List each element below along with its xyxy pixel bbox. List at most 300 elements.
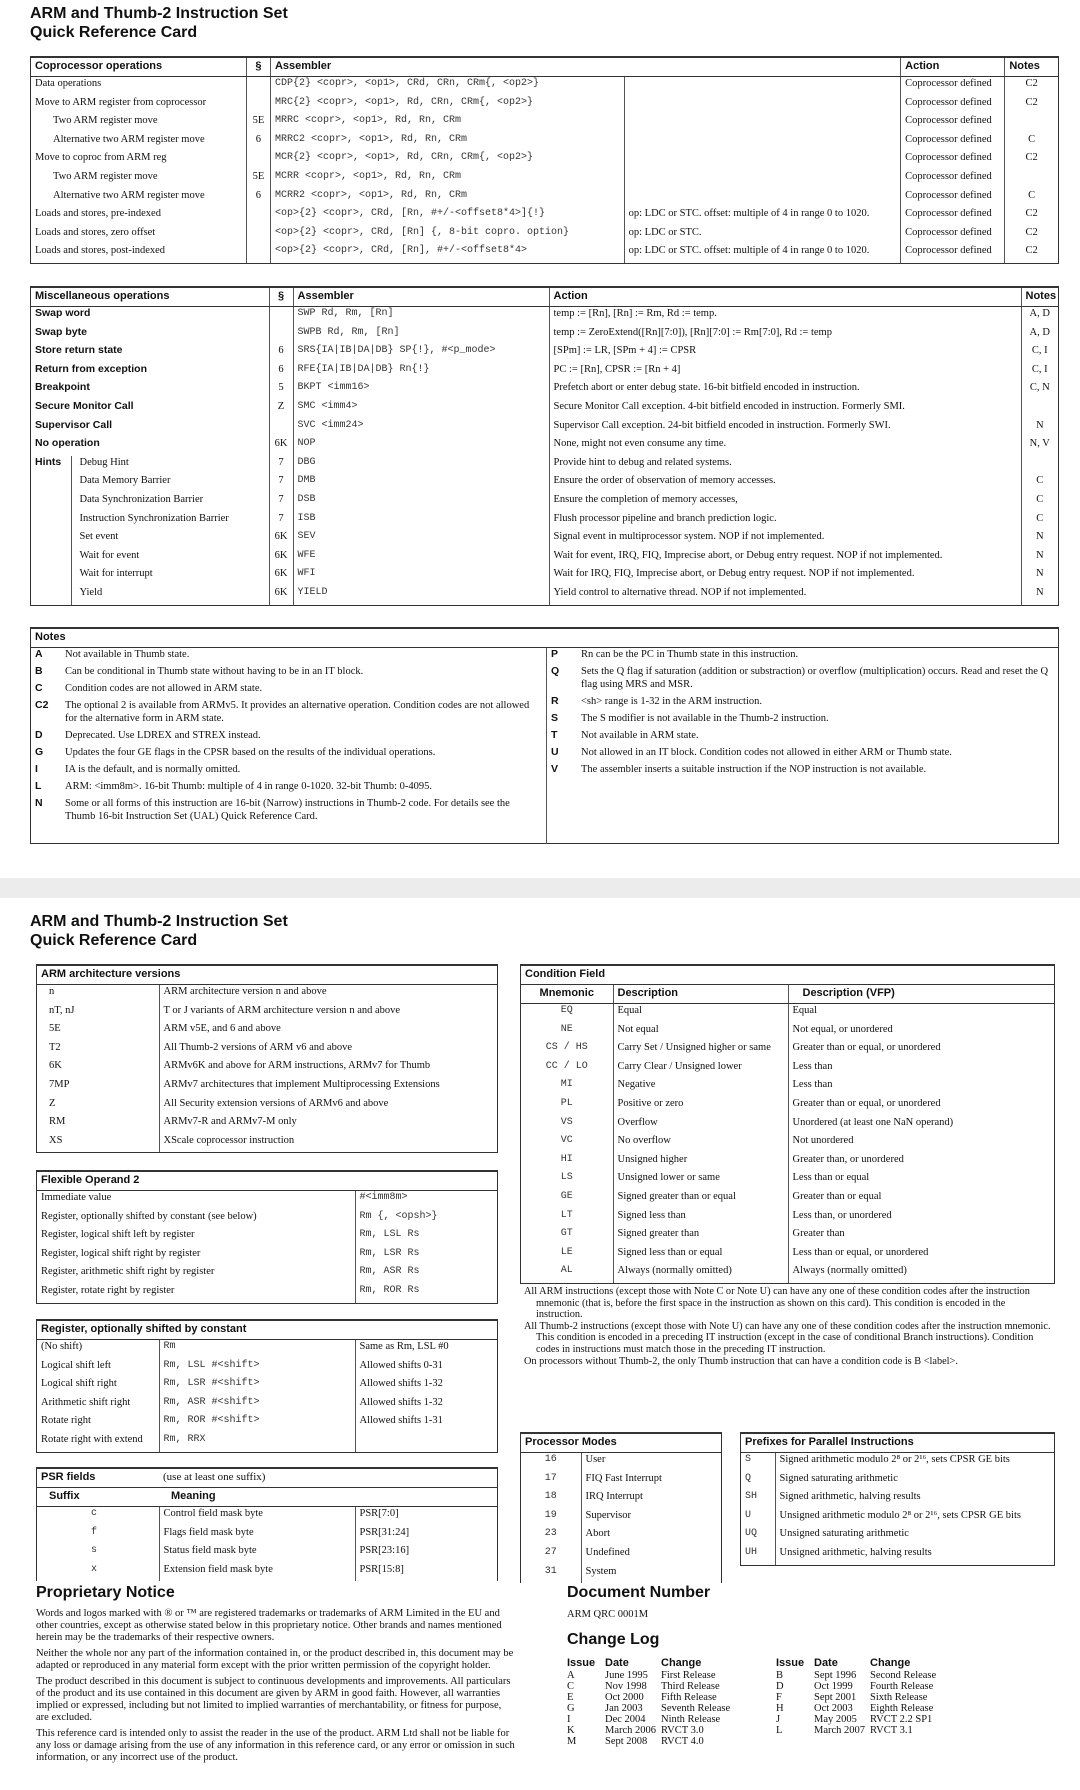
hint-name: Wait for event — [79, 549, 140, 561]
notes-ref: C2 — [1005, 151, 1058, 170]
table-row — [31, 682, 546, 699]
arch-key: Z — [49, 1097, 56, 1109]
notes-ref: C, I — [1021, 344, 1058, 363]
prefix-description: Signed arithmetic modulo 2⁸ or 2¹⁶, sets CPSR GE bits — [775, 1453, 1054, 1472]
note-key: L — [35, 780, 42, 792]
table-row — [521, 1041, 1054, 1060]
psr-meaning: Status field mask byte — [159, 1544, 355, 1563]
table-row — [37, 1134, 497, 1153]
changelog-cell: First Release — [661, 1670, 716, 1681]
changelog-cell: Eighth Release — [870, 1703, 934, 1714]
assembler-syntax: BKPT <imm16> — [293, 381, 549, 400]
mode-name: Undefined — [581, 1546, 721, 1565]
changelog-cell: A — [567, 1670, 575, 1681]
hint-name: Yield — [79, 586, 103, 598]
notes-section — [30, 627, 1059, 844]
table-row — [37, 1396, 497, 1415]
action-text: Coprocessor defined — [901, 151, 1005, 170]
notes-ref: N — [1021, 530, 1058, 549]
arch-description: ARM v5E, and 6 and above — [159, 1022, 497, 1041]
table-row — [521, 1190, 1054, 1209]
operation-name: Supervisor Call — [35, 418, 113, 431]
col-header: Mnemonic — [521, 985, 613, 1004]
psr-field: PSR[31:24] — [355, 1526, 497, 1545]
section-ref: 7 — [269, 493, 293, 512]
change-log-table — [565, 1657, 1055, 1747]
table-row — [547, 712, 1058, 729]
table-row — [521, 1078, 1054, 1097]
note-key: I — [35, 763, 38, 775]
changelog-cell: Ninth Release — [661, 1714, 721, 1725]
section-ref: 6K — [269, 586, 293, 605]
col-header: § — [269, 288, 293, 307]
arch-description: ARMv7 architectures that implement Multiprocessing Extensions — [159, 1078, 497, 1097]
table-row — [31, 363, 1058, 382]
table-row — [31, 729, 546, 746]
changelog-cell: March 2007 — [814, 1725, 866, 1736]
changelog-cell: Oct 1999 — [814, 1681, 853, 1692]
operation-name: Loads and stores, zero offset — [35, 226, 156, 238]
changelog-cell: Third Release — [661, 1681, 720, 1692]
arch-description: ARM architecture version n and above — [159, 985, 497, 1004]
table-row — [565, 1714, 1055, 1725]
mode-name: System — [581, 1565, 721, 1584]
col-header: Assembler — [293, 288, 549, 307]
assembler-detail: op: LDC or STC. offset: multiple of 4 in range 0 to 1020. — [624, 207, 901, 226]
psr-meaning: Flags field mask byte — [159, 1526, 355, 1545]
psr-suffix: s — [91, 1545, 98, 1557]
note-text: Not available in Thumb state. — [65, 649, 190, 660]
col-header: Action — [549, 288, 1021, 307]
note-key: P — [551, 648, 559, 660]
assembler-syntax: MRRC2 <copr>, <op1>, Rd, Rn, CRm — [270, 133, 624, 152]
note-text: ARM: <imm8m>. 16-bit Thumb: multiple of 4 in range 0-1020. 32-bit Thumb: 0-4095. — [65, 781, 432, 792]
arch-key: T2 — [49, 1041, 61, 1053]
table-row — [37, 1210, 497, 1229]
notes-ref: C, N — [1021, 381, 1058, 400]
operand-description: Register, logical shift left by register — [41, 1229, 195, 1241]
table-row — [37, 1115, 497, 1134]
table-row — [31, 226, 1058, 245]
table-row — [31, 207, 1058, 226]
operand-description: Register, logical shift right by register — [41, 1247, 201, 1259]
arch-description: All Thumb-2 versions of ARM v6 and above — [159, 1041, 497, 1060]
action-text: Wait for event, IRQ, FIQ, Imprecise abort, or Debug entry request. NOP if not implemented. — [549, 549, 1021, 568]
changelog-cell — [868, 1736, 1055, 1747]
notes-right-column — [547, 648, 1058, 844]
table-row — [31, 419, 1058, 438]
condition-vfp-description: Always (normally omitted) — [788, 1264, 1054, 1283]
changelog-cell: Fourth Release — [870, 1681, 934, 1692]
table-row — [31, 114, 1058, 133]
notes-ref: C — [1021, 474, 1058, 493]
condition-description: Unsigned higher — [613, 1153, 788, 1172]
cond-header: Condition Field — [521, 966, 1054, 985]
table-row — [37, 1433, 497, 1452]
condition-vfp-description: Not unordered — [788, 1134, 1054, 1153]
shift-syntax: Rm, ASR #<shift> — [159, 1396, 355, 1415]
condition-mnemonic: VC — [560, 1135, 573, 1147]
table-row — [31, 437, 1058, 456]
condition-mnemonic: AL — [560, 1265, 573, 1277]
notes-ref: N, V — [1021, 437, 1058, 456]
action-text: Coprocessor defined — [901, 133, 1005, 152]
assembler-syntax: <op>{2} <copr>, CRd, [Rn], #+/-<offset8*4> — [270, 244, 624, 263]
operand-syntax: Rm, ASR Rs — [355, 1265, 497, 1284]
condition-description: Carry Clear / Unsigned lower — [613, 1060, 788, 1079]
notes-ref: N — [1021, 567, 1058, 586]
shift-range — [355, 1433, 497, 1452]
note-text: The S modifier is not available in the Thumb-2 instruction. — [581, 713, 829, 724]
note-text: IA is the default, and is normally omitted. — [65, 764, 241, 775]
action-text: None, might not even consume any time. — [549, 437, 1021, 456]
note-key: C — [35, 682, 43, 694]
notes-ref — [1005, 170, 1058, 189]
action-text: Coprocessor defined — [901, 226, 1005, 245]
psr-fields-table — [36, 1467, 498, 1581]
table-row — [521, 1546, 721, 1565]
arch-key: 5E — [49, 1023, 61, 1035]
condition-vfp-description: Greater than, or unordered — [788, 1153, 1054, 1172]
changelog-cell: J — [776, 1714, 781, 1725]
shift-name: Arithmetic shift right — [41, 1396, 131, 1408]
action-text: temp := ZeroExtend([Rn][7:0]), [Rn][7:0] := Rm[7:0], Rd := temp — [549, 326, 1021, 345]
arch-key: n — [49, 986, 55, 997]
action-text: Supervisor Call exception. 24-bit bitfield encoded in instruction. Formerly SWI. — [549, 419, 1021, 438]
modes-header: Processor Modes — [521, 1434, 721, 1453]
shift-range: Allowed shifts 1-31 — [355, 1414, 497, 1433]
table-row — [31, 456, 1058, 475]
document-number-title: Document Number — [567, 1584, 711, 1601]
notice-paragraph: The product described in this document is subject to continuous developments and improvements. All particulars of the product and its use contained in this document are given by ARM in good faith. However, all warranties implied or expressed, including but not limited to implied warranties of merchantability, or fitness for purpose, are excluded. — [36, 1676, 511, 1723]
change-log-title: Change Log — [567, 1631, 660, 1648]
assembler-detail — [624, 151, 901, 170]
condition-description: Positive or zero — [613, 1097, 788, 1116]
hint-name: Set event — [79, 531, 119, 543]
psr-field: PSR[7:0] — [355, 1507, 497, 1526]
assembler-syntax: MRC{2} <copr>, <op1>, Rd, CRn, CRm{, <op2>} — [270, 96, 624, 115]
section-ref: Z — [269, 400, 293, 419]
condition-description: Carry Set / Unsigned higher or same — [613, 1041, 788, 1060]
condition-description: Not equal — [613, 1023, 788, 1042]
table-row — [31, 567, 1058, 586]
changelog-cell: RVCT 2.2 SP1 — [870, 1714, 933, 1725]
section-ref — [246, 96, 270, 115]
table-row — [547, 695, 1058, 712]
changelog-cell: C — [567, 1681, 575, 1692]
action-text: [SPm] := LR, [SPm + 4] := CPSR — [549, 344, 1021, 363]
operation-name: Secure Monitor Call — [35, 399, 134, 412]
table-row — [547, 746, 1058, 763]
mode-name: Abort — [581, 1527, 721, 1546]
table-row — [521, 1023, 1054, 1042]
note-text: <sh> range is 1-32 in the ARM instruction. — [581, 696, 762, 707]
notes-ref: N — [1021, 419, 1058, 438]
section-ref — [269, 419, 293, 438]
changelog-cell: Second Release — [870, 1670, 937, 1681]
mode-number: 31 — [544, 1565, 557, 1577]
col-header: Coprocessor operations — [31, 58, 246, 77]
condition-mnemonic: GE — [560, 1190, 573, 1202]
condition-description: Signed less than — [613, 1209, 788, 1228]
table-row — [31, 307, 1058, 326]
table-row — [31, 151, 1058, 170]
assembler-syntax: <op>{2} <copr>, CRd, [Rn, #+/-<offset8*4>]{!} — [270, 207, 624, 226]
action-text: Coprocessor defined — [901, 96, 1005, 115]
page-subtitle: Quick Reference Card — [30, 24, 198, 41]
table-row — [37, 1247, 497, 1266]
operation-name: Move to coproc from ARM reg — [35, 152, 167, 164]
page-title: ARM and Thumb-2 Instruction Set — [30, 5, 288, 22]
operation-name: Breakpoint — [35, 381, 90, 394]
table-row — [741, 1472, 1054, 1491]
psr-suffix: x — [91, 1563, 98, 1575]
section-ref — [269, 307, 293, 326]
note-key: G — [35, 746, 44, 758]
table-row — [521, 1134, 1054, 1153]
condition-mnemonic: CS / HS — [545, 1042, 588, 1054]
changelog-cell: Sept 2001 — [814, 1692, 857, 1703]
section-ref: 5E — [246, 170, 270, 189]
table-row — [741, 1509, 1054, 1528]
table-row — [565, 1681, 1055, 1692]
table-row — [31, 797, 546, 827]
table-row — [31, 189, 1058, 208]
note-key: U — [551, 746, 559, 758]
notes-ref — [1021, 400, 1058, 419]
notes-ref: C2 — [1005, 77, 1058, 96]
shift-range: Same as Rm, LSL #0 — [355, 1340, 497, 1359]
arch-description: ARMv6K and above for ARM instructions, ARMv7 for Thumb — [159, 1059, 497, 1078]
regshift-header: Register, optionally shifted by constant — [37, 1321, 497, 1340]
operation-name: Alternative two ARM register move — [53, 189, 205, 201]
action-text: Signal event in multiprocessor system. NOP if not implemented. — [549, 530, 1021, 549]
col-header: Issue — [567, 1657, 596, 1669]
note-key: Q — [551, 665, 560, 677]
section-ref: 5E — [246, 114, 270, 133]
action-text: Prefetch abort or enter debug state. 16-bit bitfield encoded in instruction. — [549, 381, 1021, 400]
changelog-cell: Fifth Release — [661, 1692, 717, 1703]
action-text: Ensure the order of observation of memory accesses. — [549, 474, 1021, 493]
condition-mnemonic: HI — [560, 1153, 573, 1165]
table-row — [565, 1736, 1055, 1747]
mode-number: 23 — [544, 1528, 557, 1540]
table-row — [31, 344, 1058, 363]
table-row — [31, 549, 1058, 568]
table-row — [521, 1004, 1054, 1023]
table-row — [547, 665, 1058, 695]
section-ref — [246, 207, 270, 226]
condition-note: All Thumb-2 instructions (except those with Note U) can have any one of these condition codes after the instruction mnemonic. This condition is encoded in a preceding IT instruction (except in the case of conditional Branch instructions). Condition codes in instructions must match those in the preceding IT instruction. — [524, 1320, 1051, 1355]
table-row — [521, 1527, 721, 1546]
hint-name: Data Memory Barrier — [79, 475, 171, 487]
action-text: Coprocessor defined — [901, 170, 1005, 189]
table-row — [521, 1472, 721, 1491]
assembler-detail: op: LDC or STC. offset: multiple of 4 in range 0 to 1020. — [624, 244, 901, 263]
note-text: Condition codes are not allowed in ARM state. — [65, 683, 263, 694]
assembler-syntax: MRRC <copr>, <op1>, Rd, Rn, CRm — [270, 114, 624, 133]
table-row — [31, 699, 546, 729]
table-row — [31, 746, 546, 763]
prefix-code: S — [745, 1454, 752, 1465]
condition-description: Signed less than or equal — [613, 1246, 788, 1265]
changelog-cell — [812, 1736, 868, 1747]
prefix-code: Q — [745, 1472, 752, 1484]
condition-mnemonic: NE — [560, 1023, 573, 1035]
mode-name: IRQ Interrupt — [581, 1490, 721, 1509]
col-header: Meaning — [159, 1488, 497, 1507]
changelog-cell: Nov 1998 — [605, 1681, 647, 1692]
note-key: S — [551, 712, 559, 724]
table-row — [37, 1265, 497, 1284]
operation-name: Loads and stores, post-indexed — [35, 245, 166, 257]
col-header: § — [246, 58, 270, 77]
condition-mnemonic: EQ — [560, 1005, 573, 1016]
arch-description: All Security extension versions of ARMv6 and above — [159, 1097, 497, 1116]
arch-key: 6K — [49, 1060, 62, 1072]
mode-name: Supervisor — [581, 1509, 721, 1528]
assembler-syntax: DSB — [293, 493, 549, 512]
table-row — [31, 326, 1058, 345]
table-row — [31, 400, 1058, 419]
col-header: Change — [870, 1657, 911, 1669]
table-row — [37, 1526, 497, 1545]
mode-name: User — [581, 1453, 721, 1472]
table-row — [37, 1228, 497, 1247]
col-header: Assembler — [270, 58, 624, 77]
psr-suffix: c — [91, 1508, 98, 1519]
condition-field-table — [520, 964, 1055, 1284]
assembler-syntax: MCRR <copr>, <op1>, Rd, Rn, CRm — [270, 170, 624, 189]
operand-syntax: Rm, LSR Rs — [355, 1247, 497, 1266]
table-row — [547, 648, 1058, 665]
col-header: Action — [901, 58, 1005, 77]
operand-syntax: #<imm8m> — [355, 1191, 497, 1210]
operand-syntax: Rm, ROR Rs — [355, 1284, 497, 1303]
condition-mnemonic: MI — [560, 1079, 573, 1091]
condition-vfp-description: Greater than or equal, or unordered — [788, 1097, 1054, 1116]
table-row — [521, 1209, 1054, 1228]
page-title: ARM and Thumb-2 Instruction Set — [30, 913, 288, 930]
prefix-code: U — [745, 1509, 752, 1521]
operand-syntax: Rm, LSL Rs — [355, 1228, 497, 1247]
document-number-value: ARM QRC 0001M — [567, 1609, 649, 1620]
table-row — [31, 170, 1058, 189]
col-header — [624, 58, 901, 77]
table-row — [521, 1453, 721, 1472]
condition-description: Always (normally omitted) — [613, 1264, 788, 1283]
arch-key: RM — [49, 1116, 66, 1128]
mode-number: 19 — [544, 1509, 557, 1521]
prefixes-header: Prefixes for Parallel Instructions — [741, 1434, 1054, 1453]
table-row — [521, 1060, 1054, 1079]
section-ref: 7 — [269, 456, 293, 475]
notes-header: Notes — [31, 629, 1058, 648]
table-row — [565, 1670, 1055, 1681]
table-row — [521, 1509, 721, 1528]
parallel-prefixes-table — [740, 1432, 1055, 1566]
note-text: Some or all forms of this instruction are 16-bit (Narrow) instructions in Thumb-2 code. For details see the Thumb 16-bit Instruction Set (UAL) Quick Reference Card. — [65, 798, 510, 822]
operation-name: Move to ARM register from coprocessor — [35, 96, 207, 108]
prefix-description: Signed arithmetic, halving results — [775, 1490, 1054, 1509]
processor-modes-table — [520, 1432, 722, 1583]
register-shift-table — [36, 1319, 498, 1453]
changelog-cell: Oct 2000 — [605, 1692, 644, 1703]
table-row — [741, 1453, 1054, 1472]
note-text: Rn can be the PC in Thumb state in this instruction. — [581, 649, 799, 660]
section-ref — [246, 226, 270, 245]
operation-name: Store return state — [35, 344, 123, 357]
col-header: Change — [661, 1657, 702, 1669]
flexible-operand-table — [36, 1170, 498, 1304]
col-header: Description (VFP) — [788, 985, 1054, 1004]
changelog-cell: Jan 2003 — [605, 1703, 643, 1714]
operation-name: Loads and stores, pre-indexed — [35, 208, 161, 220]
note-text: The optional 2 is available from ARMv5. It provides an alternative operation. Condition codes are not allowed for the alternative form in ARM state. — [65, 700, 530, 724]
assembler-detail: op: LDC or STC. — [624, 226, 901, 245]
col-header: Issue — [776, 1657, 805, 1669]
changelog-cell: F — [776, 1692, 782, 1703]
operation-name: Swap word — [35, 307, 91, 319]
table-row — [37, 1004, 497, 1023]
assembler-syntax: SRS{IA|IB|DA|DB} SP{!}, #<p_mode> — [293, 344, 549, 363]
hints-label: Hints — [31, 456, 71, 605]
note-key: V — [551, 763, 559, 775]
note-key: B — [35, 665, 43, 677]
note-key: A — [35, 648, 43, 660]
coprocessor-operations-table — [30, 56, 1059, 264]
condition-mnemonic: GT — [560, 1228, 573, 1240]
psr-meaning: Extension field mask byte — [159, 1563, 355, 1582]
arch-description: XScale coprocessor instruction — [159, 1134, 497, 1153]
changelog-cell: RVCT 3.1 — [870, 1725, 913, 1736]
note-key: C2 — [35, 699, 49, 711]
shift-range: Allowed shifts 0-31 — [355, 1359, 497, 1378]
condition-vfp-description: Less than or equal, or unordered — [788, 1246, 1054, 1265]
action-text: PC := [Rn], CPSR := [Rn + 4] — [549, 363, 1021, 382]
shift-syntax: Rm, LSR #<shift> — [159, 1377, 355, 1396]
assembler-syntax: DBG — [293, 456, 549, 475]
note-text: Can be conditional in Thumb state without having to be in an IT block. — [65, 666, 364, 677]
table-row — [547, 763, 1058, 780]
shift-name: Rotate right — [41, 1415, 91, 1427]
section-ref — [246, 77, 270, 96]
changelog-cell: L — [776, 1725, 783, 1736]
table-row — [521, 1227, 1054, 1246]
section-ref — [246, 244, 270, 263]
assembler-detail — [624, 189, 901, 208]
prefix-description: Unsigned arithmetic, halving results — [775, 1546, 1054, 1565]
changelog-cell: K — [567, 1725, 575, 1736]
operation-name: Return from exception — [35, 362, 148, 375]
condition-mnemonic: LT — [560, 1209, 573, 1221]
section-ref: 6 — [269, 344, 293, 363]
condition-vfp-description: Unordered (at least one NaN operand) — [788, 1116, 1054, 1135]
mode-number: 17 — [544, 1472, 557, 1484]
assembler-syntax: RFE{IA|IB|DA|DB} Rn{!} — [293, 363, 549, 382]
condition-vfp-description: Less than — [788, 1078, 1054, 1097]
table-row — [31, 665, 546, 682]
prefix-code: SH — [745, 1491, 758, 1503]
assembler-syntax: WFI — [293, 567, 549, 586]
page-one — [0, 0, 1080, 878]
assembler-syntax: WFE — [293, 549, 549, 568]
note-text: Deprecated. Use LDREX and STREX instead. — [65, 730, 261, 741]
arch-key: nT, nJ — [49, 1004, 75, 1016]
changelog-cell: Seventh Release — [661, 1703, 731, 1714]
action-text: Ensure the completion of memory accesses, — [549, 493, 1021, 512]
notes-left-column — [31, 648, 547, 844]
